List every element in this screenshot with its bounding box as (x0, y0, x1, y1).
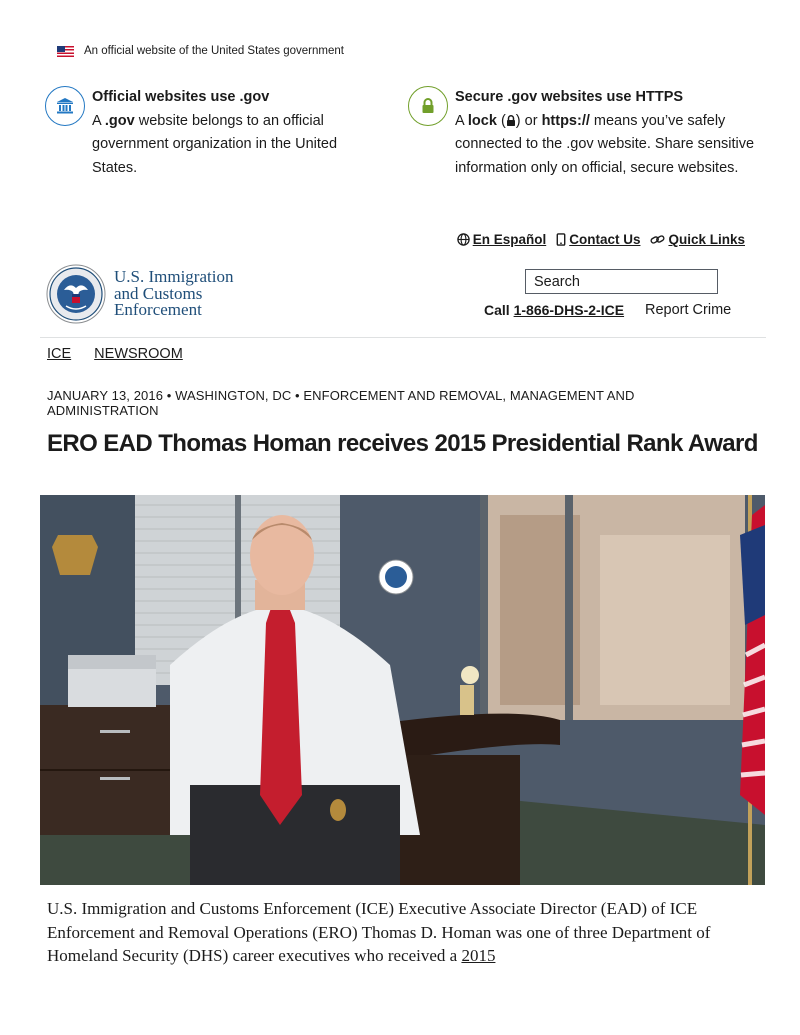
en-espanol-link[interactable] (457, 232, 547, 247)
official-gov-banner (57, 42, 344, 60)
logo-line-1: U.S. Immigration (114, 267, 234, 287)
en-espanol-label: En Español (472, 232, 547, 247)
dotgov-guidance (45, 86, 375, 180)
report-crime-link[interactable]: Report Crime (645, 302, 732, 318)
https-text-b: ( (496, 112, 506, 129)
article-body-text: U.S. Immigration and Customs Enforcement (ICE) Executive Associate Director (EAD) of ICE Enforcement and Removal Operations (ERO) Thomas D. Homan was one of three Department of Homeland Security (DHS) career executives who received a (47, 899, 711, 965)
https-text-a: A (455, 112, 468, 129)
https-text-c: ) or (515, 112, 542, 129)
award-year-link[interactable]: 2015 (461, 946, 496, 965)
call-label: Call (484, 302, 514, 318)
dotgov-bold: .gov (104, 112, 135, 129)
utility-links (457, 232, 745, 247)
globe-icon (457, 233, 470, 246)
government-building-icon (45, 86, 85, 126)
article-headline: ERO EAD Thomas Homan receives 2015 Presidential Rank Award (47, 430, 758, 457)
logo-line-2: and Customs (114, 283, 203, 303)
breadcrumb-newsroom[interactable]: NEWSROOM (94, 346, 183, 362)
lock-icon (408, 86, 448, 126)
dotgov-guidance-title: Official websites use .gov (92, 89, 270, 105)
article-dateline: JANUARY 13, 2016 • WASHINGTON, DC • ENFORCEMENT AND REMOVAL, MANAGEMENT AND ADMINISTRATION (47, 388, 635, 418)
breadcrumb-ice[interactable]: ICE (47, 346, 72, 362)
ice-logo[interactable] (46, 264, 233, 324)
us-flag-icon (57, 46, 74, 57)
https-guidance-body (455, 86, 768, 180)
chain-link-icon (650, 233, 665, 246)
dotgov-text-before: A (92, 112, 105, 129)
dotgov-guidance-body (92, 86, 375, 180)
contact-us-label: Contact Us (569, 232, 641, 247)
https-guidance-title: Secure .gov websites use HTTPS (455, 89, 684, 105)
article-photo (40, 495, 765, 885)
breadcrumb (47, 346, 183, 362)
small-lock-icon (506, 113, 516, 129)
tipline-phone-link[interactable]: 1-866-DHS-2-ICE (513, 302, 625, 318)
https-bold-https: https:// (541, 112, 590, 129)
https-text-d: means you’ve safely connected to the .gov website. Share sensitive information only on official, secure websites. (455, 112, 755, 176)
dhs-seal-icon (46, 264, 106, 324)
header-divider (40, 337, 766, 338)
official-gov-banner-text: An official website of the United States government (84, 45, 344, 57)
quick-links-link[interactable] (650, 232, 745, 247)
https-bold-lock: lock (467, 112, 497, 129)
call-tipline (484, 302, 624, 318)
contact-us-link[interactable] (556, 232, 640, 247)
logo-line-3: Enforcement (114, 300, 202, 320)
quick-links-label: Quick Links (668, 232, 745, 247)
search-input[interactable] (525, 269, 718, 294)
article-body (47, 897, 757, 968)
ice-logo-text (114, 269, 233, 319)
mobile-phone-icon (556, 233, 566, 246)
https-guidance (408, 86, 768, 180)
dotgov-text-after: website belongs to an official government organization in the United States. (92, 112, 338, 176)
